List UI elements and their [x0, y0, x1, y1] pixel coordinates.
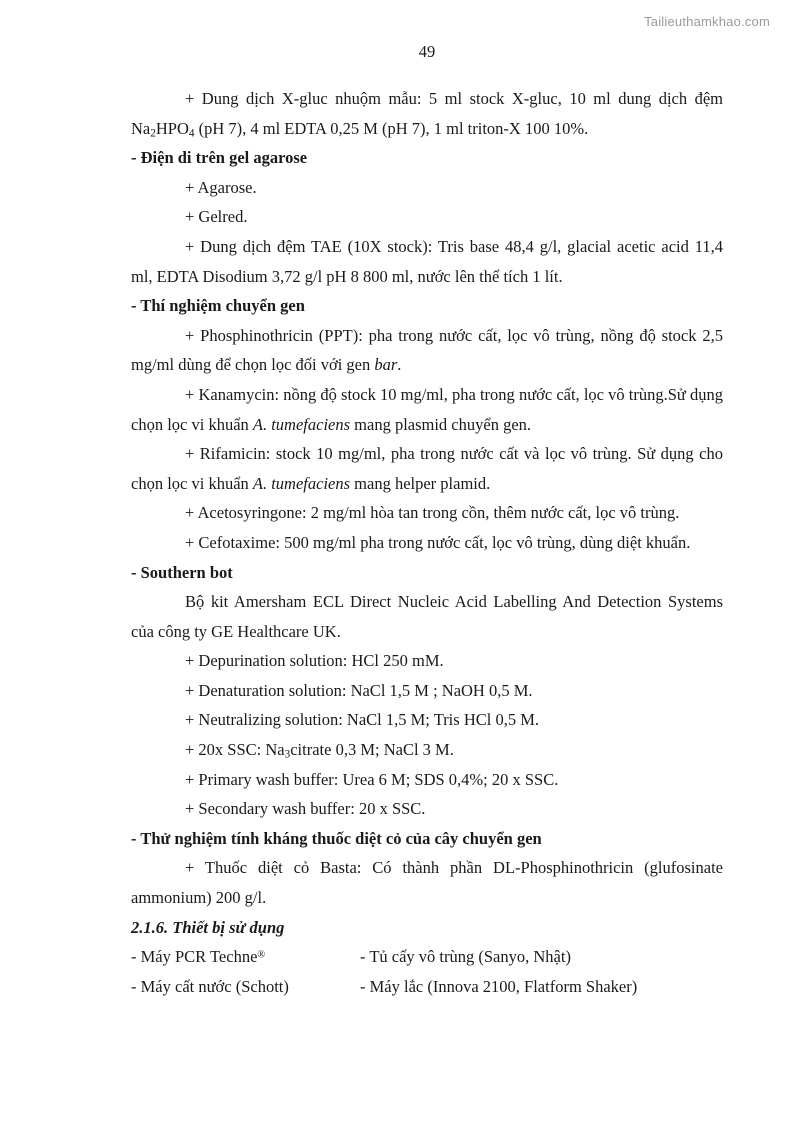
- paragraph-agarose: + Agarose.: [185, 177, 257, 197]
- rifamicin-text-pre: + Rifamicin: stock 10 mg/ml, pha trong nước cất và lọc vô trùng. Sử dụng cho chọn lọc vi khuẩn: [131, 444, 723, 493]
- na2hpo4-pre: Na: [131, 118, 151, 138]
- paragraph-kanamycin: [131, 380, 723, 439]
- species-name-a-tumefaciens: A. tumefaciens: [252, 473, 351, 493]
- xgluc-line1: + Dung dịch X-gluc nhuộm mẫu: 5 ml stock X-gluc, 10 ml dung dịch đệm: [185, 89, 723, 108]
- equipment-item-right: - Máy lắc (Innova 2100, Flatform Shaker): [360, 976, 638, 996]
- table-row: [131, 972, 723, 1002]
- paragraph-gelred: + Gelred.: [185, 207, 248, 227]
- watermark-text: Tailieuthamkhao.com: [644, 14, 770, 29]
- paragraph-xgluc: [131, 84, 723, 143]
- heading-thi-nghiem-chuyen-gen: - Thí nghiệm chuyển gen: [131, 296, 305, 316]
- equipment-table: [131, 942, 723, 1001]
- heading-dien-di-gel-agarose: - Điện di trên gel agarose: [131, 148, 308, 168]
- rifamicin-text-post: mang helper plamid.: [350, 473, 491, 493]
- registered-trademark-icon: ®: [257, 949, 266, 961]
- equipment-left-text: - Máy cất nước (Schott): [131, 976, 289, 996]
- paragraph-denaturation: + Denaturation solution: NaCl 1,5 M ; NaOH 0,5 M.: [185, 680, 533, 700]
- equipment-table-body: [131, 942, 723, 1001]
- paragraph-primary-wash-buffer: + Primary wash buffer: Urea 6 M; SDS 0,4%; 20 x SSC.: [185, 769, 559, 789]
- equipment-item-left: [131, 942, 360, 972]
- heading-southern-bot: - Southern bot: [131, 562, 233, 582]
- table-row: [131, 942, 723, 972]
- na2hpo4-mid: HPO: [155, 118, 189, 138]
- na2hpo4-sub-2: 2: [150, 127, 156, 140]
- ssc-text-post: citrate 0,3 M; NaCl 3 M.: [290, 740, 454, 760]
- paragraph-acetosyringone: + Acetosyringone: 2 mg/ml hòa tan trong cồn, thêm nước cất, lọc vô trùng.: [185, 503, 680, 523]
- gene-name-bar: bar: [374, 355, 398, 375]
- ppt-text-pre: + Phosphinothricin (PPT): pha trong nước cất, lọc vô trùng, nồng độ stock 2,5 mg/ml dùng để chọn lọc đối với gen: [131, 325, 723, 375]
- equipment-item-right: - Tủ cấy vô trùng (Sanyo, Nhật): [360, 947, 571, 967]
- paragraph-basta: + Thuốc diệt cỏ Basta: Có thành phần DL-Phosphinothricin (glufosinate ammonium) 200 g/l.: [131, 858, 723, 908]
- paragraph-neutralizing: + Neutralizing solution: NaCl 1,5 M; Tris HCl 0,5 M.: [185, 710, 539, 730]
- page-content: [131, 42, 723, 1001]
- na3citrate-sub-3: 3: [284, 748, 291, 761]
- species-name-a-tumefaciens: A. tumefaciens: [252, 414, 351, 434]
- ppt-text-post: .: [397, 355, 402, 375]
- heading-2-1-6-thiet-bi-su-dung: 2.1.6. Thiết bị sử dụng: [131, 917, 285, 937]
- paragraph-20x-ssc: [131, 735, 723, 765]
- paragraph-ppt: [131, 321, 723, 380]
- page-number: 49: [418, 42, 436, 61]
- heading-thu-nghiem-khang-thuoc: - Thử nghiệm tính kháng thuốc diệt cỏ của cây chuyển gen: [131, 828, 542, 848]
- paragraph-rifamicin: [131, 439, 723, 498]
- na2hpo4-post: (pH 7), 4 ml EDTA 0,25 M (pH 7), 1 ml triton-X 100 10%.: [194, 118, 589, 138]
- paragraph-secondary-wash-buffer: + Secondary wash buffer: 20 x SSC.: [185, 799, 426, 819]
- kanamycin-text-post: mang plasmid chuyển gen.: [350, 414, 532, 434]
- paragraph-cefotaxime: + Cefotaxime: 500 mg/ml pha trong nước cất, lọc vô trùng, dùng diệt khuẩn.: [185, 532, 691, 552]
- na2hpo4-sub-4: 4: [188, 127, 195, 140]
- ssc-text-pre: + 20x SSC: Na: [185, 740, 285, 760]
- kanamycin-text-pre: + Kanamycin: nồng độ stock 10 mg/ml, pha trong nước cất, lọc vô trùng.Sử dụng chọn lọc vi khuẩn: [131, 384, 723, 434]
- paragraph-kit-amersham: Bộ kit Amersham ECL Direct Nucleic Acid Labelling And Detection Systems của công ty GE Healthcare UK.: [131, 592, 723, 641]
- paragraph-depurination: + Depurination solution: HCl 250 mM.: [185, 651, 444, 671]
- equipment-item-left: [131, 972, 360, 1002]
- equipment-left-text: - Máy PCR Techne: [131, 947, 258, 967]
- paragraph-tae-buffer: + Dung dịch đệm TAE (10X stock): Tris base 48,4 g/l, glacial acetic acid 11,4 ml, EDTA Disodium 3,72 g/l pH 8 800 ml, nước lên thể tích 1 lít.: [131, 236, 723, 286]
